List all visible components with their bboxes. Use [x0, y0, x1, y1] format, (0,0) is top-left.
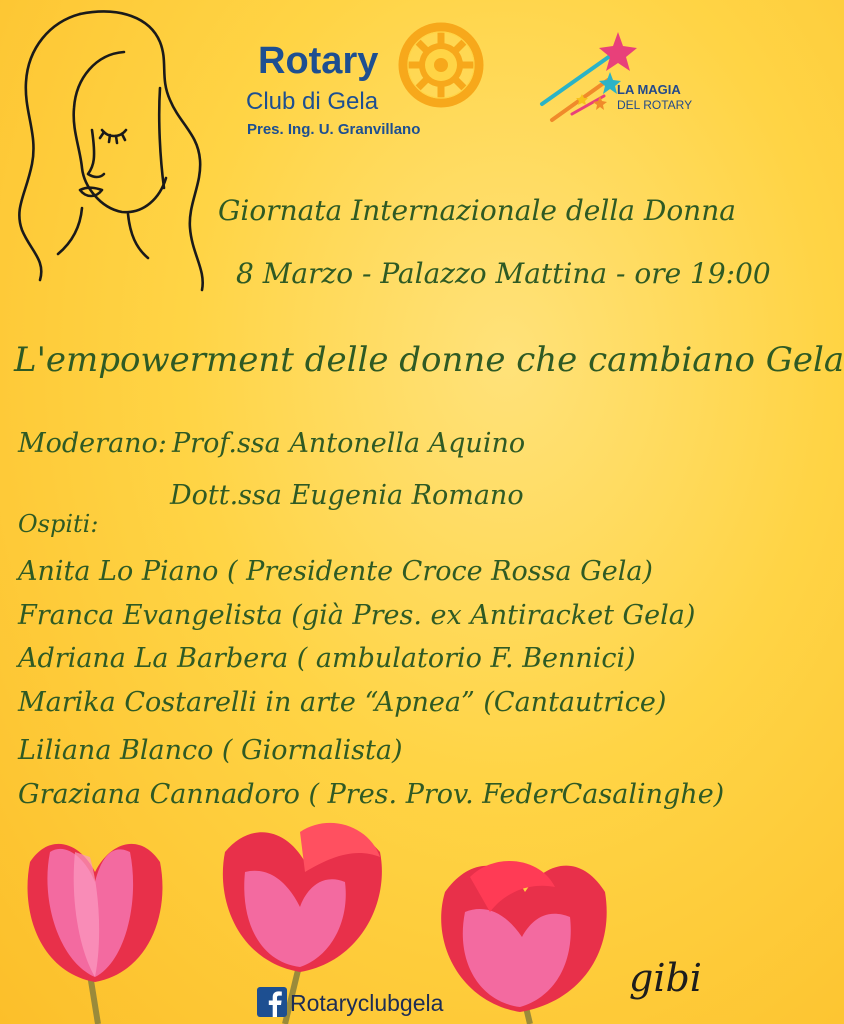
artist-signature: gibi	[629, 956, 702, 1000]
moderator-name: Prof.ssa Antonella Aquino	[172, 428, 526, 459]
facebook-icon[interactable]	[257, 987, 287, 1017]
magia-subtitle: DEL ROTARY	[617, 98, 693, 112]
facebook-handle[interactable]: Rotaryclubgela	[290, 990, 444, 1016]
moderators-label: Moderano:	[18, 428, 167, 459]
magia-title: LA MAGIA	[617, 82, 681, 97]
rotary-wheel-icon	[398, 22, 484, 108]
guest-item: Franca Evangelista (già Pres. ex Antiracket Gela)	[18, 600, 696, 631]
woman-face-icon	[10, 8, 215, 298]
tulip-icon	[441, 861, 607, 1024]
guest-item: Anita Lo Piano ( Presidente Croce Rossa Gela)	[18, 556, 653, 587]
moderator-name: Dott.ssa Eugenia Romano	[170, 480, 524, 511]
club-name: Club di Gela	[246, 88, 379, 115]
tulip-icon	[28, 844, 163, 1024]
event-detail: 8 Marzo - Palazzo Mattina - ore 19:00	[236, 257, 771, 290]
club-president: Pres. Ing. U. Granvillano	[247, 121, 421, 138]
guest-item: Marika Costarelli in arte “Apnea” (Cantautrice)	[18, 687, 667, 718]
magic-stars-icon	[536, 28, 640, 128]
event-title: Giornata Internazionale della Donna	[218, 194, 736, 227]
rotary-logo-text: Rotary	[258, 40, 379, 82]
guest-item: Graziana Cannadoro ( Pres. Prov. FederCasalinghe)	[18, 779, 725, 810]
event-subtitle: L'empowerment delle donne che cambiano Gela	[14, 340, 844, 380]
guest-item: Liliana Blanco ( Giornalista)	[18, 735, 403, 766]
guest-item: Adriana La Barbera ( ambulatorio F. Bennici)	[18, 643, 636, 674]
guests-label: Ospiti:	[18, 510, 99, 538]
